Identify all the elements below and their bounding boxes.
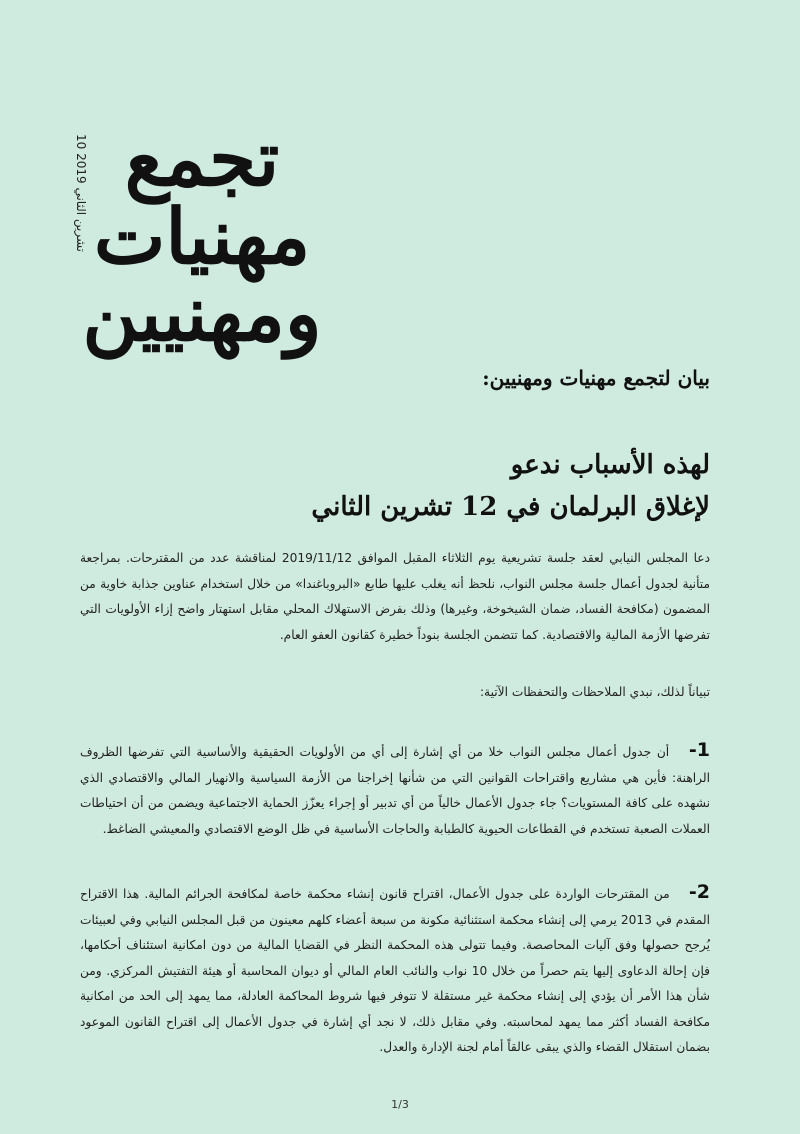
list-item — [80, 880, 710, 1061]
headline-line-2: لإغلاق البرلمان في 12 تشرين الثاني — [311, 492, 710, 522]
logo-line-2: مهنيات — [93, 191, 311, 281]
intro-paragraph: دعا المجلس النيابي لعقد جلسة تشريعية يوم الثلاثاء المقبل الموافق 2019/11/12 لمناقشة عدد من المقترحات. بمراجعة متأنية لجدول أعمال جلسة مجلس النواب، نلحظ أنه يغلب عليها طابع «البروباغندا» من خلال استخدام عناوين جذابة خاوية من المضمون (مكافحة الفساد، ضمان الشيخوخة، وغيرها) وذلك بفرض الاستهلاك المحلي مقابل استهتار واضح إزاء الأولويات التي تفرضها الأزمة المالية والاقتصادية. كما تتضمن الجلسة بنوداً خطيرة كقانون العفو العام. — [80, 551, 711, 642]
item-text: أن جدول أعمال مجلس النواب خلا من أي إشارة إلى أي من الأولويات الحقيقية والأساسية التي تفرضها الظروف الراهنة: فأين هي مشاريع واقتراحات القوانين التي من شأنها إخراجنا من الأزمة السياسية والانهيار المالي والاقتصادي الذي نشهده على كافة المستويات؟ جاء جدول الأعمال خالياً من أي تدبير أو إجراء يعزّز الحماية الاجتماعية ويضمن من أن احتياطات العملات الصعبة تستخدم في القطاعات الحيوية كالطبابة والحاجات الأساسية في ظل الوضع الاقتصادي والمعيشي الضاغط. — [80, 745, 710, 836]
item-text: من المقترحات الواردة على جدول الأعمال، اقتراح قانون إنشاء محكمة خاصة لمكافحة الجرائم المالية. هذا الاقتراح المقدم في 2013 يرمي إلى إنشاء محكمة استثنائية مكونة من سبعة أعضاء كلهم معينون من قبل المجلس النيابي وفي لعبيئات يُرجح حصولها وفق آليات المحاصصة. وفيما تتولى هذه المحكمة النظر في القضايا المالية من دون امكانية استئناف أحكامها، فإن إحالة الدعاوى إليها يتم حصراً من خلال 10 نواب والنائب العام المالي أو ديوان المحاسبة أو هيئة التفتيش المركزي. ومن شأن هذا الأمر أن يؤدي إلى إنشاء محكمة غير مستقلة لا تتوفر فيها شروط المحاكمة العادلة، مما يمهد إلى الحد من امكانية مكافحة الفساد أكثر مما يمهد لمحاسبته. وفي مقابل ذلك، لا نجد أي إشارة في جدول الأعمال إلى اقتراح القانون الموعود بضمان استقلال القضاء والذي يبقى عالقاً أمام لجنة الإدارة والعدل. — [80, 887, 710, 1054]
headline-line-1: لهذه الأسباب ندعو — [510, 450, 710, 480]
logo-line-1: تجمع — [124, 114, 280, 203]
logo-line-3: ومهنيين — [82, 269, 322, 359]
lead-paragraph: تبياناً لذلك، نبدي الملاحظات والتحفظات الآتية: — [479, 685, 710, 699]
list-item — [80, 738, 710, 842]
organization-logo — [82, 114, 322, 359]
item-number: 1- — [688, 739, 711, 761]
item-number: 2- — [688, 881, 711, 903]
statement-title: بيان لتجمع مهنيات ومهنيين: — [482, 366, 710, 390]
headline — [311, 444, 710, 528]
page-number: 1/3 — [391, 1098, 409, 1111]
issue-date: 10 تشرين الثاني 2019 — [74, 134, 88, 253]
